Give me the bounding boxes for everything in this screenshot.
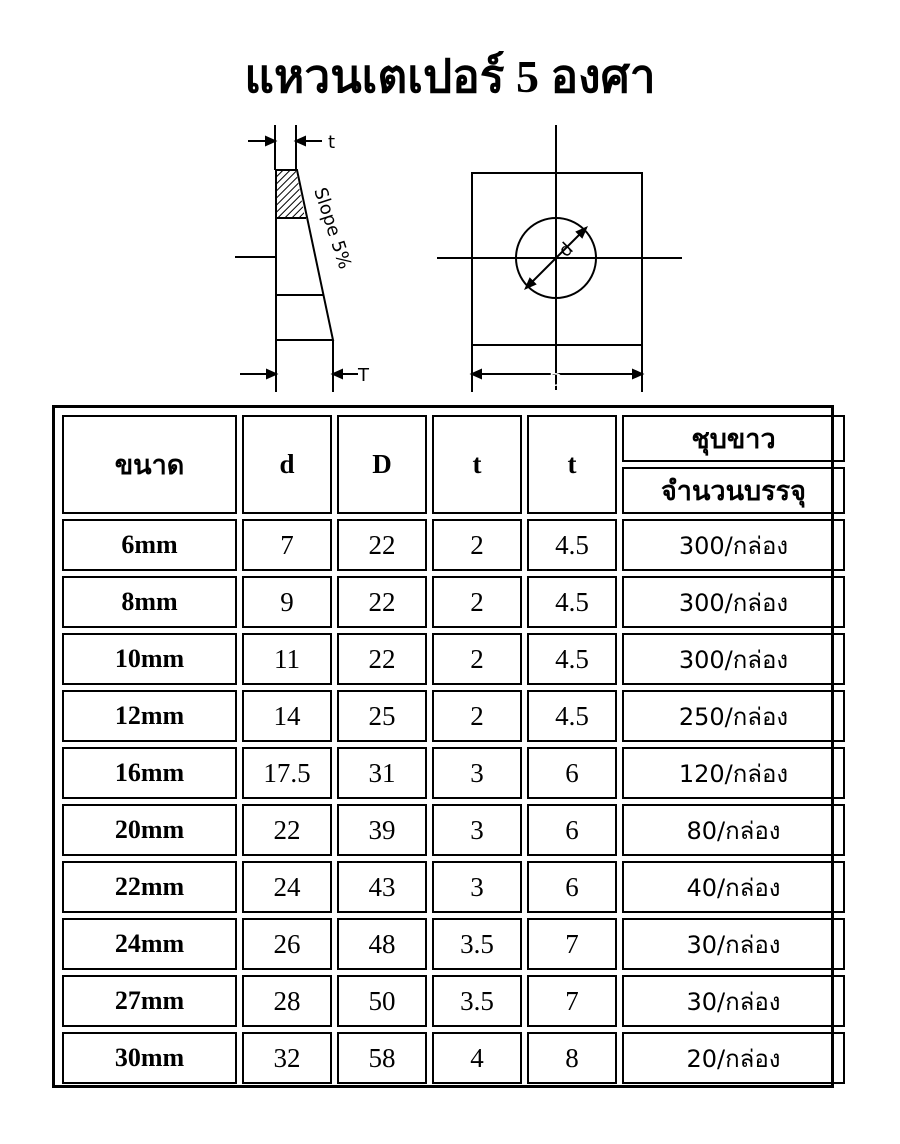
cell-d: 50: [337, 975, 427, 1027]
header-t2: t: [527, 415, 617, 514]
cell-d: 22: [337, 519, 427, 571]
table-row: [62, 576, 845, 628]
cell-size: 20mm: [62, 804, 237, 856]
cell-d: 17.5: [242, 747, 332, 799]
label-D: D: [549, 370, 563, 391]
cell-d: 22: [337, 633, 427, 685]
cell-pack: 300/กล่อง: [622, 633, 845, 685]
cell-size: 22mm: [62, 861, 237, 913]
cell-d: 25: [337, 690, 427, 742]
cell-size: 10mm: [62, 633, 237, 685]
cell-d: 39: [337, 804, 427, 856]
table-row: [62, 633, 845, 685]
cell-d: 7: [242, 519, 332, 571]
page-title: แหวนเตเปอร์ 5 องศา: [244, 51, 656, 102]
cell-pack: 300/กล่อง: [622, 576, 845, 628]
cell-pack: 40/กล่อง: [622, 861, 845, 913]
spec-table: [57, 410, 850, 1089]
cell-t2: 4.5: [527, 576, 617, 628]
cell-t1: 3.5: [432, 918, 522, 970]
cell-d: 58: [337, 1032, 427, 1084]
table-body: [62, 519, 845, 1084]
cell-t2: 4.5: [527, 519, 617, 571]
cell-t1: 2: [432, 576, 522, 628]
table-row: [62, 861, 845, 913]
cell-d: 32: [242, 1032, 332, 1084]
cell-t1: 3.5: [432, 975, 522, 1027]
cell-t1: 2: [432, 690, 522, 742]
cell-d: 31: [337, 747, 427, 799]
cell-pack: 30/กล่อง: [622, 918, 845, 970]
cell-t1: 3: [432, 861, 522, 913]
cell-d: 28: [242, 975, 332, 1027]
table-row: [62, 804, 845, 856]
cell-t2: 7: [527, 975, 617, 1027]
table-row: [62, 1032, 845, 1084]
cell-d: 43: [337, 861, 427, 913]
cell-t2: 6: [527, 861, 617, 913]
cell-t1: 2: [432, 633, 522, 685]
label-T: T: [358, 365, 369, 386]
cell-pack: 120/กล่อง: [622, 747, 845, 799]
cell-size: 8mm: [62, 576, 237, 628]
cell-pack: 30/กล่อง: [622, 975, 845, 1027]
label-d: d: [554, 238, 578, 262]
cell-size: 16mm: [62, 747, 237, 799]
cell-d: 14: [242, 690, 332, 742]
cell-d: 11: [242, 633, 332, 685]
cell-t1: 3: [432, 747, 522, 799]
front-view: [437, 125, 682, 392]
label-slope: Slope 5%: [309, 185, 356, 272]
header-finish: ชุบขาว: [622, 415, 845, 462]
cell-t2: 4.5: [527, 633, 617, 685]
cell-t2: 4.5: [527, 690, 617, 742]
washer-diagram: [0, 115, 900, 400]
table-row: [62, 747, 845, 799]
header-packing: จำนวนบรรจุ: [622, 467, 845, 514]
header-d: d: [242, 415, 332, 514]
cell-pack: 250/กล่อง: [622, 690, 845, 742]
cell-t2: 6: [527, 747, 617, 799]
cell-d: 22: [242, 804, 332, 856]
cell-size: 12mm: [62, 690, 237, 742]
table-row: [62, 519, 845, 571]
cell-size: 24mm: [62, 918, 237, 970]
table-row: [62, 975, 845, 1027]
cell-d: 9: [242, 576, 332, 628]
label-t-side: t: [328, 132, 336, 153]
cell-size: 6mm: [62, 519, 237, 571]
header-D: D: [337, 415, 427, 514]
cell-size: 27mm: [62, 975, 237, 1027]
cell-t1: 3: [432, 804, 522, 856]
table-row: [62, 918, 845, 970]
cell-pack: 300/กล่อง: [622, 519, 845, 571]
header-size: ขนาด: [62, 415, 237, 514]
header-row: [62, 415, 845, 462]
cell-d: 22: [337, 576, 427, 628]
cell-t2: 7: [527, 918, 617, 970]
cell-size: 30mm: [62, 1032, 237, 1084]
cell-t1: 4: [432, 1032, 522, 1084]
cell-d: 26: [242, 918, 332, 970]
cell-t2: 6: [527, 804, 617, 856]
cell-pack: 80/กล่อง: [622, 804, 845, 856]
cell-t2: 8: [527, 1032, 617, 1084]
table-row: [62, 690, 845, 742]
cell-d: 24: [242, 861, 332, 913]
cell-d: 48: [337, 918, 427, 970]
cell-pack: 20/กล่อง: [622, 1032, 845, 1084]
header-t1: t: [432, 415, 522, 514]
cell-t1: 2: [432, 519, 522, 571]
